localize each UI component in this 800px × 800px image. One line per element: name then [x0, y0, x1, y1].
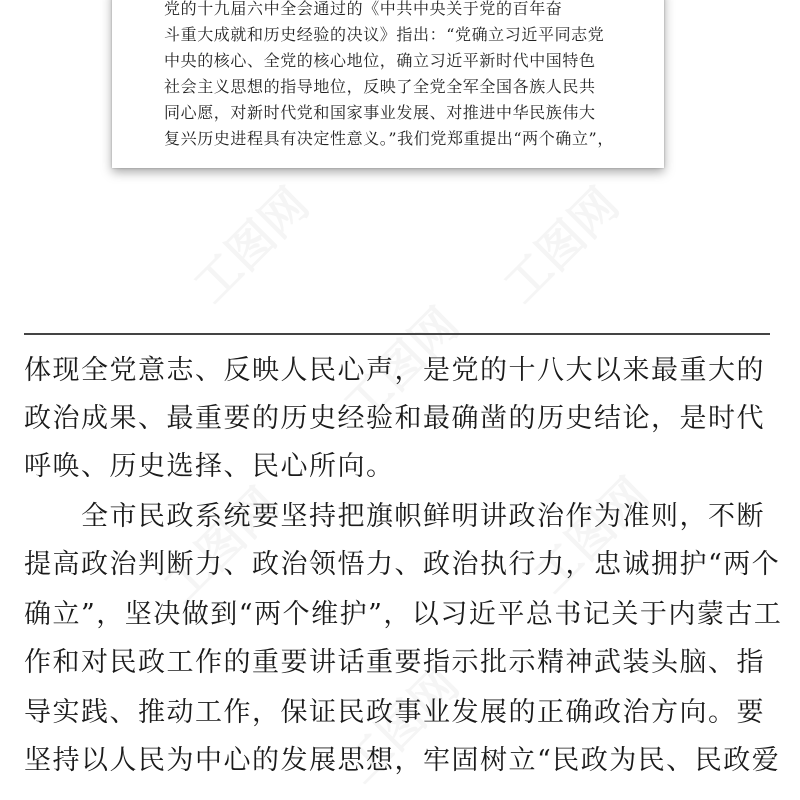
card-text-line: 社会主义思想的指导地位，反映了全党全军全国各族人民共: [164, 77, 596, 96]
watermark-logo: 工图网: [183, 177, 320, 314]
card-text-line: 复兴历史进程具有决定性意义。”我们党郑重提出“两个确立”，: [164, 129, 614, 148]
body-text-line: 确立”，坚决做到“两个维护”，以习近平总书记关于内蒙古工: [24, 599, 783, 630]
body-text-line: 作和对民政工作的重要讲话重要指示批示精神武装头脑、指: [24, 647, 765, 678]
document-page-card: [112, 0, 664, 168]
card-text-line: 中央的核心、全党的核心地位，确立习近平新时代中国特色: [164, 51, 596, 70]
body-text-line: 体现全党意志、反映人民心声，是党的十八大以来最重大的: [24, 355, 765, 386]
card-text-line: 党的十九届六中全会通过的《中共中央关于党的百年奋: [164, 0, 563, 18]
body-text-line: 坚持以人民为中心的发展思想，牢固树立“民政为民、民政爱: [24, 745, 781, 776]
watermark-logo: 工图网: [153, 477, 290, 614]
body-text-line: 呼唤、历史选择、民心所向。: [24, 451, 395, 482]
body-text-line: 提高政治判断力、政治领悟力、政治执行力，忠诚拥护“两个: [24, 549, 781, 580]
watermark-logo: 工图网: [333, 297, 470, 434]
watermark-logo: 工图网: [333, 657, 470, 794]
body-text-line: 全市民政系统要坚持把旗帜鲜明讲政治作为准则，不断: [24, 501, 765, 532]
body-text-line: 政治成果、最重要的历史经验和最确凿的历史结论，是时代: [24, 403, 765, 434]
watermark-logo: 工图网: [493, 177, 630, 314]
page-divider: [24, 333, 770, 335]
watermark-logo: 工图网: [523, 467, 660, 604]
body-text-line: 导实践、推动工作，保证民政事业发展的正确政治方向。要: [24, 697, 765, 728]
card-text-line: 同心愿，对新时代党和国家事业发展、对推进中华民族伟大: [164, 103, 596, 122]
card-text-line: 斗重大成就和历史经验的决议》指出：“党确立习近平同志党: [164, 25, 605, 44]
